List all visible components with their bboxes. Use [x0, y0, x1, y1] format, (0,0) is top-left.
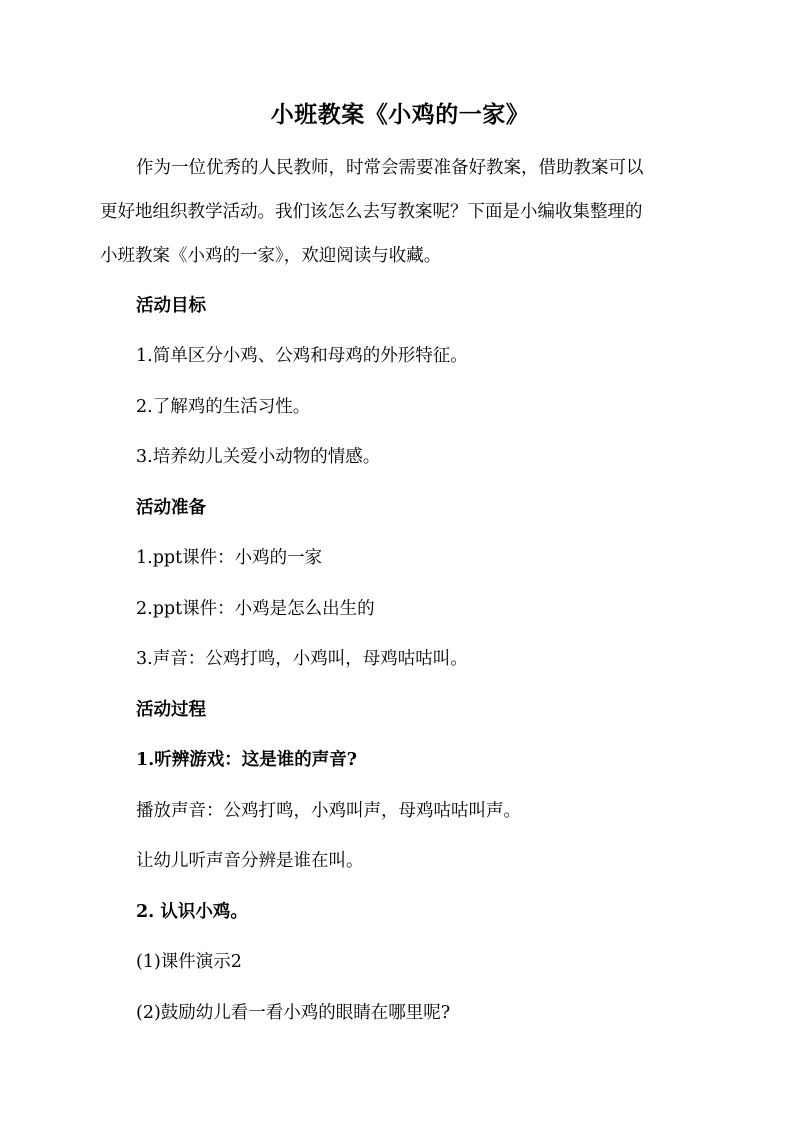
intro-line-2: 更好地组织教学活动。我们该怎么去写教案呢？下面是小编收集整理的: [100, 202, 643, 222]
section-heading-goals: 活动目标: [136, 296, 206, 316]
process-step-1-line-2: 让幼儿听声音分辨是谁在叫。: [136, 851, 364, 871]
process-step-1-line-1: 播放声音：公鸡打鸣，小鸡叫声，母鸡咕咕叫声。: [136, 801, 521, 821]
intro-line-1: 作为一位优秀的人民教师，时常会需要准备好教案，借助教案可以: [136, 158, 644, 178]
goal-item-2: 2.了解鸡的生活习性。: [136, 397, 311, 417]
intro-line-3: 小班教案《小鸡的一家》，欢迎阅读与收藏。: [100, 246, 442, 266]
goal-item-1: 1.简单区分小鸡、公鸡和母鸡的外形特征。: [136, 346, 468, 366]
process-step-2-line-2: (2)鼓励幼儿看一看小鸡的眼睛在哪里呢?: [136, 1003, 451, 1023]
process-step-2-heading: 2. 认识小鸡。: [136, 902, 248, 922]
process-step-2-line-1: (1)课件演示2: [136, 952, 242, 972]
preparation-item-3: 3.声音：公鸡打鸣，小鸡叫，母鸡咕咕叫。: [136, 649, 468, 669]
goal-item-3: 3.培养幼儿关爱小动物的情感。: [136, 447, 381, 467]
preparation-item-1: 1.ppt课件：小鸡的一家: [136, 548, 323, 568]
preparation-item-2: 2.ppt课件：小鸡是怎么出生的: [136, 599, 375, 619]
section-heading-preparation: 活动准备: [136, 498, 206, 518]
document-title: 小班教案《小鸡的一家》: [270, 101, 530, 128]
process-step-1-heading: 1.听辨游戏：这是谁的声音?: [136, 750, 358, 770]
section-heading-process: 活动过程: [136, 700, 206, 720]
